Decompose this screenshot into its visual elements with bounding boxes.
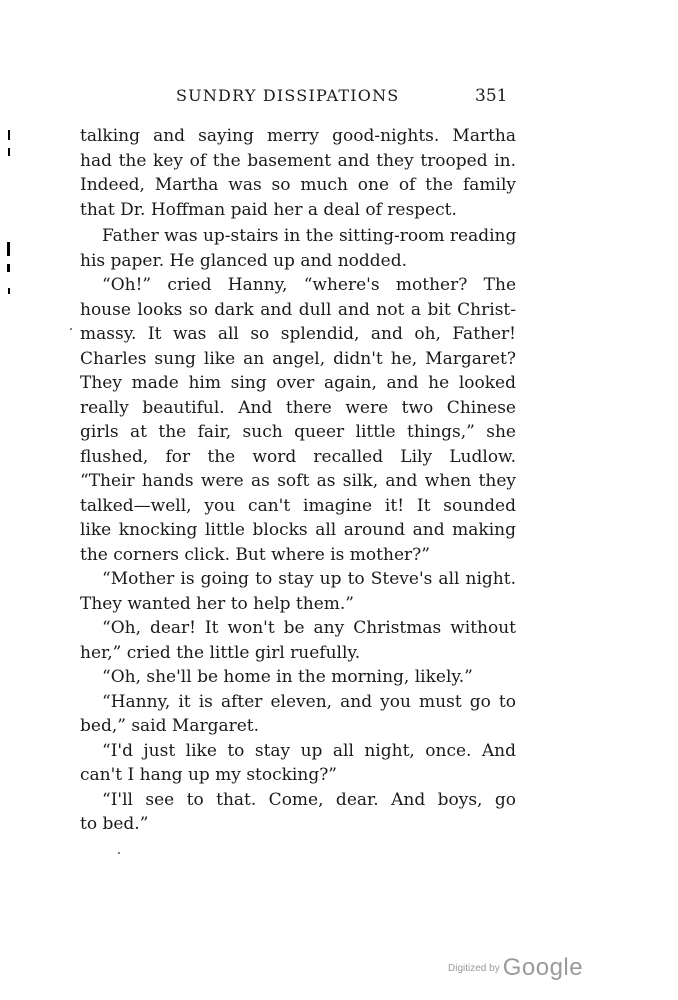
paragraph (80, 273, 516, 567)
paragraph (80, 567, 516, 616)
text-line: “I'll see to that. Come, dear. And boys, go (102, 789, 516, 810)
text-line: girls at the fair, such queer little things,” she (80, 422, 516, 442)
text-line: bed,” said Margaret. (80, 716, 260, 736)
paragraph (80, 690, 516, 739)
paragraph (80, 739, 516, 788)
scan-artifact (8, 148, 10, 156)
scan-artifact (7, 242, 10, 256)
paragraph (80, 224, 516, 273)
text-line: “Oh, she'll be home in the morning, likely.” (102, 667, 473, 687)
text-line: talking and saying merry good-nights. Martha (80, 126, 516, 146)
text-line: talked—well, you can't imagine it! It sounded (80, 495, 516, 516)
body-text (80, 124, 516, 837)
text-line: Father was up-stairs in the sitting-room reading (102, 226, 517, 246)
watermark-prefix: Digitized by (448, 962, 500, 974)
text-line: Charles sung like an angel, didn't he, Margaret? (80, 348, 516, 369)
scan-artifact (7, 264, 10, 272)
running-head: SUNDRY DISSIPATIONS (176, 86, 400, 105)
text-line: like knocking little blocks all around and making (80, 520, 516, 540)
paragraph (80, 665, 516, 690)
paragraph (80, 124, 516, 222)
scan-artifact (70, 328, 72, 330)
text-line: “Oh!” cried Hanny, “where's mother? The (102, 275, 516, 295)
scan-artifact (118, 852, 120, 854)
text-line: They made him sing over again, and he looked (80, 373, 516, 393)
text-line: “I'd just like to stay up all night, once. And (102, 740, 516, 761)
text-line: house looks so dark and dull and not a bit Christ- (80, 299, 516, 320)
google-logo: Google (502, 954, 584, 981)
text-line: Indeed, Martha was so much one of the family (80, 175, 516, 195)
text-line: “Oh, dear! It won't be any Christmas without (102, 618, 516, 638)
text-line: They wanted her to help them.” (80, 593, 354, 614)
text-line: had the key of the basement and they trooped in. (80, 150, 516, 171)
page-number: 351 (475, 86, 508, 106)
text-line: can't I hang up my stocking?” (80, 765, 338, 785)
text-line: to bed.” (80, 814, 149, 834)
page-header (0, 86, 678, 110)
text-line: really beautiful. And there were two Chinese (80, 397, 516, 418)
text-line: “Their hands were as soft as silk, and when they (80, 471, 516, 491)
scan-artifact (8, 288, 10, 294)
text-line: his paper. He glanced up and nodded. (80, 250, 408, 271)
paragraph (80, 788, 516, 837)
digitized-by-google-watermark (448, 954, 583, 982)
paragraph (80, 616, 516, 665)
text-line: massy. It was all so splendid, and oh, Father! (80, 324, 516, 344)
text-line: flushed, for the word recalled Lily Ludlow. (80, 446, 516, 467)
scan-artifact (8, 130, 10, 140)
text-line: that Dr. Hoffman paid her a deal of respect. (80, 199, 457, 220)
text-line: “Mother is going to stay up to Steve's all night. (102, 569, 516, 589)
text-line: the corners click. But where is mother?” (80, 544, 430, 565)
text-line: her,” cried the little girl ruefully. (80, 642, 361, 663)
text-line: “Hanny, it is after eleven, and you must go to (102, 691, 516, 712)
